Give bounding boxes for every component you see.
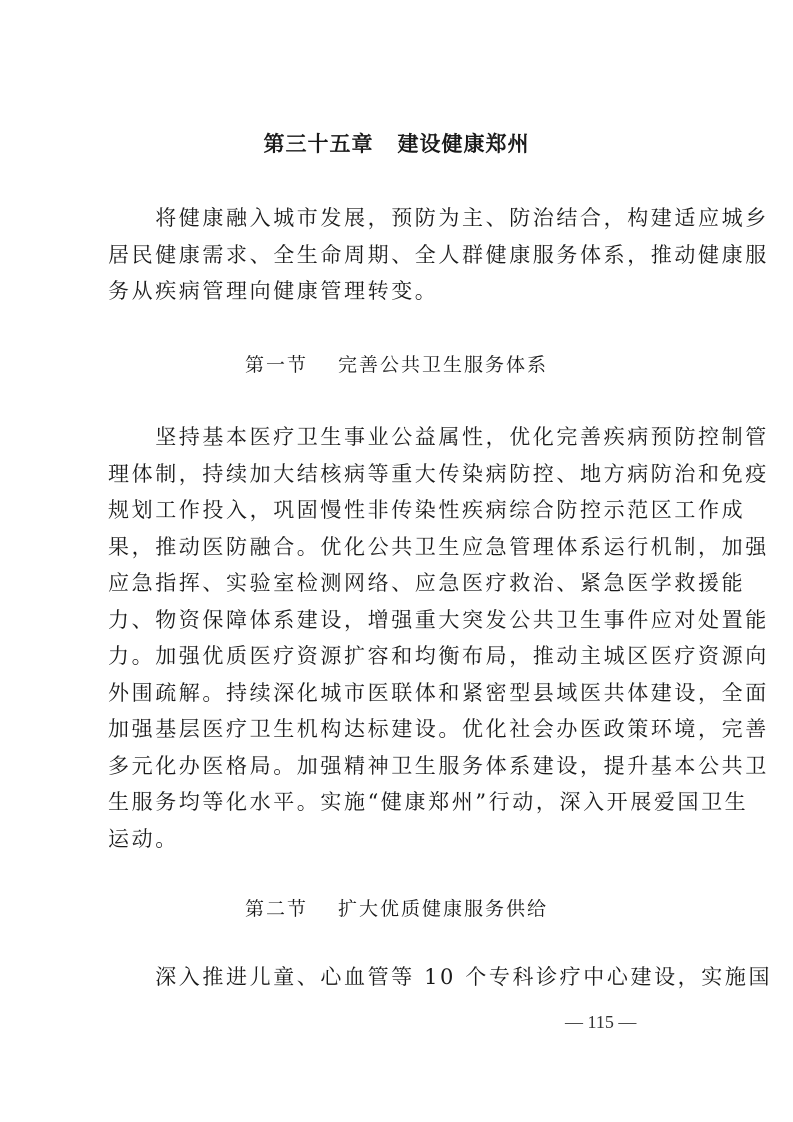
section-1-line: 理体制，持续加大结核病等重大传染病防控、地方病防治和免疫 (108, 461, 769, 486)
intro-line: 居民健康需求、全生命周期、全人群健康服务体系，推动健康服 (108, 242, 769, 267)
chapter-title: 建设健康郑州 (397, 132, 530, 156)
section-1-line: 生服务均等化水平。实施“健康郑州”行动，深入开展爱国卫生 (108, 790, 749, 814)
chapter-number: 第三十五章 (263, 132, 374, 156)
section-2-number: 第二节 (244, 898, 308, 920)
section-1-line: 力、物资保障体系建设，增强重大突发公共卫生事件应对处置能 (108, 607, 769, 632)
chapter-heading (0, 128, 793, 158)
section-2-heading (0, 894, 793, 921)
intro-line: 务从疾病管理向健康管理转变。 (108, 279, 439, 303)
section-1-paragraph (108, 419, 769, 857)
section-1-line: 外围疏解。持续深化城市医联体和紧密型县域医共体建设，全面 (108, 680, 769, 705)
section-2-paragraph (108, 959, 773, 996)
page-number: — 115 — (565, 1012, 637, 1032)
section-1-line: 运动。 (108, 826, 179, 851)
section-1-line: 力。加强优质医疗资源扩容和均衡布局，推动主城区医疗资源向 (108, 644, 769, 668)
section-1-line: 多元化办医格局。加强精神卫生服务体系建设，提升基本公共卫 (108, 753, 769, 778)
section-1-line: 果，推动医防融合。优化公共卫生应急管理体系运行机制，加强 (108, 534, 769, 559)
section-1-title: 完善公共卫生服务体系 (338, 354, 549, 376)
section-1-line: 加强基层医疗卫生机构达标建设。优化社会办医政策环境，完善 (108, 717, 769, 741)
section-1-heading (0, 350, 793, 377)
section-1-line: 坚持基本医疗卫生事业公益属性，优化完善疾病预防控制管 (108, 425, 769, 449)
section-1-line: 应急指挥、实验室检测网络、应急医疗救治、紧急医学救援能 (108, 571, 746, 595)
intro-paragraph (108, 200, 769, 310)
section-2-line: 深入推进儿童、心血管等 10 个专科诊疗中心建设，实施国 (108, 965, 773, 989)
section-1-number: 第一节 (244, 354, 308, 376)
section-1-line: 规划工作投入，巩固慢性非传染性疾病综合防控示范区工作成 (108, 498, 746, 522)
intro-line: 将健康融入城市发展，预防为主、防治结合，构建适应城乡 (108, 206, 769, 230)
section-2-title: 扩大优质健康服务供给 (338, 898, 549, 920)
